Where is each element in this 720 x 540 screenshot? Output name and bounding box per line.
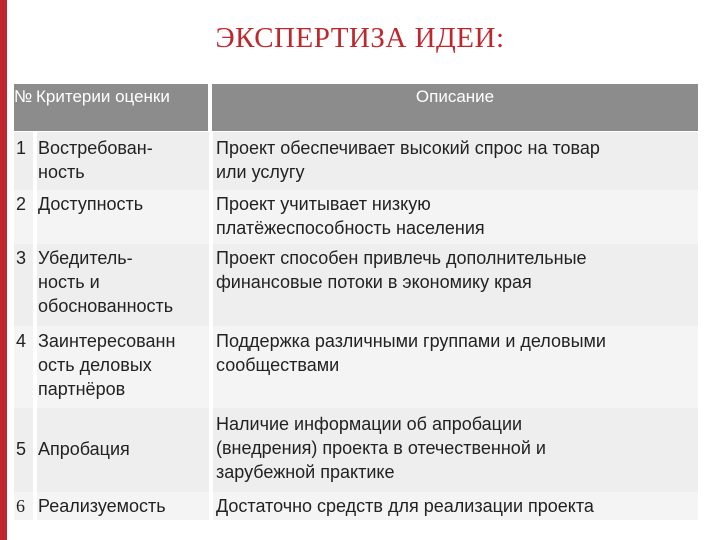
row-description: Проект учитывает низкую платёжеспособность населения: [216, 194, 485, 238]
row-number: 2: [16, 194, 27, 214]
row-number: 4: [16, 331, 27, 351]
row-criterion: Востребован- ность: [38, 138, 153, 182]
row-criterion: Реализуемость: [38, 496, 166, 516]
row-description: Проект обеспечивает высокий спрос на товар или услугу: [216, 138, 600, 182]
column-divider: [209, 132, 213, 520]
row-number: 6: [16, 496, 25, 516]
row-criterion: Убедитель- ность и обоснованность: [38, 248, 174, 316]
header-number: №: [14, 84, 36, 131]
row-description: Поддержка различными группами и деловыми сообществами: [216, 331, 606, 375]
row-number: 3: [16, 248, 27, 268]
row-description: Наличие информации об апробации (внедрения) проекта в отечественной и зарубежной практике: [216, 414, 546, 482]
row-description: Проект способен привлечь дополнительные финансовые потоки в экономику края: [216, 248, 587, 292]
header-description: Описание: [212, 84, 698, 131]
row-criterion: Заинтересованн ость деловых партнёров: [38, 331, 176, 399]
row-criterion: Апробация: [38, 439, 130, 459]
row-description: Достаточно средств для реализации проекта: [216, 496, 594, 516]
column-divider: [33, 132, 37, 520]
slide-title: ЭКСПЕРТИЗА ИДЕИ:: [215, 22, 505, 54]
header-criteria: Критерии оценки: [36, 84, 208, 131]
accent-bar: [0, 0, 7, 540]
row-number: 1: [16, 138, 27, 158]
row-criterion: Доступность: [38, 194, 144, 214]
row-number: 5: [16, 439, 27, 459]
